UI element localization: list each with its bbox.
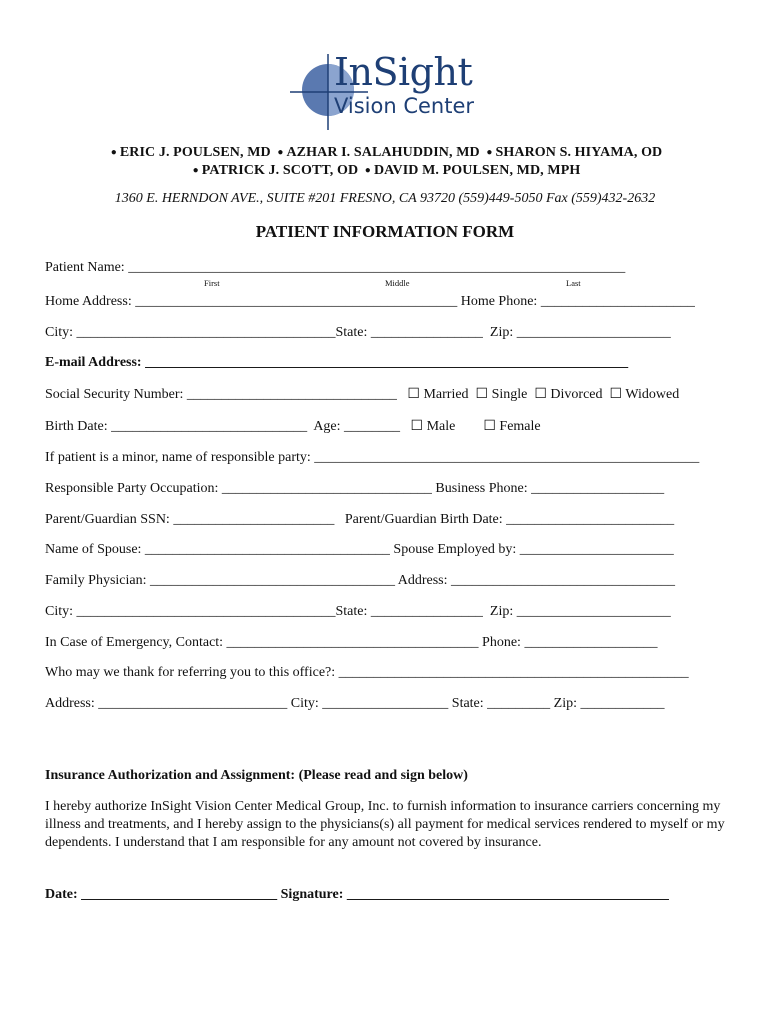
insurance-authorization-text: I hereby authorize InSight Vision Center Medical Group, Inc. to furnish information to insurance carriers concerning my illness and treatments, and I hereby assign to the physicians(s) all payment for medical services rendered to myself or my dependents. I understand that I am responsible for any amount not covered by insurance. (45, 799, 725, 850)
doctor-name: DAVID M. POULSEN, MD, MPH (373, 163, 581, 178)
bullet-icon: ● (277, 147, 284, 158)
date-signature-field[interactable]: Date: ____________________________ Signature: ______________________________________________ (45, 887, 669, 902)
birth-date-age-sex-field[interactable]: Birth Date: ____________________________ Age: ________ ☐ Male ☐ Female (45, 419, 541, 434)
insurance-heading: Insurance Authorization and Assignment: (Please read and sign below) (45, 768, 468, 783)
middle-name-caption: Middle (385, 278, 410, 288)
referral-field[interactable]: Who may we thank for referring you to this office?: __________________________________________________ (45, 665, 689, 680)
responsible-party-field[interactable]: If patient is a minor, name of responsible party: _______________________________________________________ (45, 450, 700, 465)
physician-city-state-zip-field[interactable]: City: _____________________________________State: ________________ Zip: ______________________ (45, 604, 671, 619)
doctors-row-1 (0, 144, 770, 162)
insight-logo (288, 52, 488, 132)
ssn-marital-status-field[interactable]: Social Security Number: ______________________________ ☐ Married ☐ Single ☐ Divorced ☐ Widowed (45, 387, 680, 402)
referral-address-field[interactable]: Address: ___________________________ City: __________________ State: _________ Zip: ____________ (45, 696, 665, 711)
doctor-name: PATRICK J. SCOTT, OD (201, 163, 359, 178)
doctors-row-2 (0, 162, 770, 180)
occupation-business-phone-field[interactable]: Responsible Party Occupation: ______________________________ Business Phone: ___________________ (45, 481, 665, 496)
office-address: 1360 E. HERNDON AVE., SUITE #201 FRESNO, CA 93720 (559)449-5050 Fax (559)432-2632 (114, 191, 656, 206)
guardian-ssn-birth-field[interactable]: Parent/Guardian SSN: _______________________ Parent/Guardian Birth Date: ________________________ (45, 512, 675, 527)
form-title: PATIENT INFORMATION FORM (255, 222, 515, 241)
home-address-field[interactable]: Home Address: ______________________________________________ Home Phone: ______________________ (45, 294, 695, 309)
doctor-name: ERIC J. POULSEN, MD (119, 145, 271, 160)
patient-name-field[interactable]: Patient Name: _______________________________________________________________________ (45, 260, 626, 275)
email-field[interactable]: E-mail Address: _____________________________________________________________________ (45, 355, 629, 370)
bullet-icon: ● (486, 147, 493, 158)
spouse-field[interactable]: Name of Spouse: ___________________________________ Spouse Employed by: ______________________ (45, 542, 674, 557)
first-name-caption: First (204, 278, 220, 288)
logo-text-insight: InSight (334, 50, 473, 94)
family-physician-field[interactable]: Family Physician: ___________________________________ Address: ________________________________ (45, 573, 675, 588)
bullet-icon: ● (364, 165, 371, 176)
emergency-contact-field[interactable]: In Case of Emergency, Contact: ____________________________________ Phone: ___________________ (45, 635, 658, 650)
bullet-icon: ● (110, 147, 117, 158)
logo-text-vision-center: Vision Center (334, 94, 475, 118)
doctor-name: AZHAR I. SALAHUDDIN, MD (286, 145, 480, 160)
city-state-zip-field[interactable]: City: _____________________________________State: ________________ Zip: ______________________ (45, 325, 671, 340)
bullet-icon: ● (192, 165, 199, 176)
doctor-name: SHARON S. HIYAMA, OD (495, 145, 663, 160)
last-name-caption: Last (566, 278, 581, 288)
